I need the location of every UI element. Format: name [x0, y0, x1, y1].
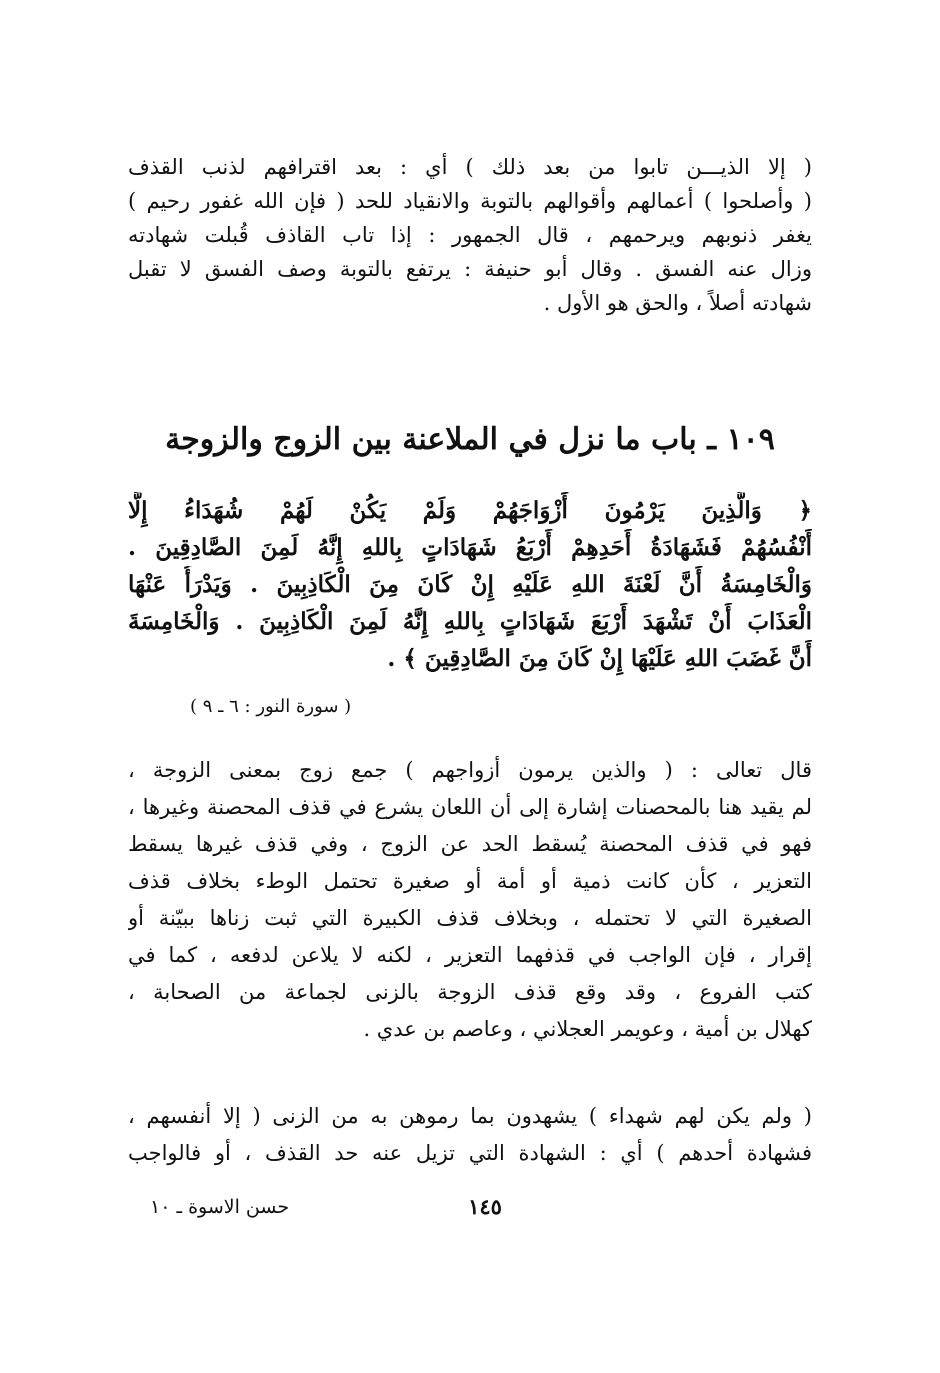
text-line: ( وأصلحوا ) أعمالهم وأقوالهم بالتوبة والانقياد للحد ( فإن الله غفور رحيم ) [128, 189, 812, 213]
verse-line: وَالْخَامِسَةُ أَنَّ لَعْنَةَ اللهِ عَلَيْهِ إِنْ كَانَ مِنَ الْكَاذِبِينَ . وَيَدْرَأُ عَنْهَا [128, 571, 812, 598]
text-line: إقرار ، فإن الواجب في قذفهما التعزير ، لكنه لا يلاعن لدفعه ، كما في [128, 943, 812, 967]
page-number: ١٤٥ [468, 1194, 502, 1219]
text-line: شهادته أصلاً ، والحق هو الأول . [543, 291, 812, 315]
text-line: لم يقيد هنا بالمحصنات إشارة إلى أن اللعان يشرع في قذف المحصنة وغيرها ، [128, 795, 812, 819]
intro-paragraph [128, 150, 812, 320]
commentary-paragraph-2 [128, 1098, 812, 1172]
text-line: كهلال بن أمية ، وعويمر العجلاني ، وعاصم بن عدي . [363, 1017, 812, 1041]
verse-line: أَنَّ غَضَبَ اللهِ عَلَيْهَا إِنْ كَانَ مِنَ الصَّادِقِينَ ﴾ . [387, 645, 812, 672]
text-line: فشهادة أحدهم ) أي : الشهادة التي تزيل عنه حد القذف ، أو فالواجب [128, 1141, 812, 1165]
text-line: قال تعالى : ( والذين يرمون أزواجهم ) جمع زوج بمعنى الزوجة ، [128, 758, 812, 782]
text-line: وزال عنه الفسق . وقال أبو حنيفة : يرتفع بالتوبة وصف الفسق لا تقبل [128, 257, 812, 281]
commentary-paragraph [128, 752, 812, 1048]
text-line: التعزير ، كأن كانت ذمية أو أمة أو صغيرة تحتمل الوطء بخلاف قذف [128, 869, 812, 893]
section-title: ١٠٩ ـ باب ما نزل في الملاعنة بين الزوج والزوجة [165, 422, 775, 457]
text-line: ( ولم يكن لهم شهداء ) يشهدون بما رموهن به من الزنى ( إلا أنفسهم ، [128, 1104, 812, 1128]
text-line: يغفر ذنوبهم ويرحمهم ، قال الجمهور : إذا تاب القاذف قُبلت شهادته [128, 223, 812, 247]
quran-verse [128, 492, 812, 677]
verse-line: ﴿ وَالَّذِينَ يَرْمُونَ أَزْوَاجَهُمْ وَلَمْ يَكُنْ لَهُمْ شُهَدَاءُ إِلَّا [128, 497, 812, 524]
book-signature: حسن الاسوة ـ ١٠ [150, 1196, 290, 1218]
text-line: فهو في قذف المحصنة يُسقط الحد عن الزوج ، وفي قذف غيرها يسقط [128, 832, 812, 856]
verse-line: أَنْفُسُهُمْ فَشَهَادَةُ أَحَدِهِمْ أَرْبَعُ شَهَادَاتٍ بِاللهِ إِنَّهُ لَمِنَ الصَّادِقِينَ . [128, 534, 812, 561]
text-line: ( إلا الذيـــن تابوا من بعد ذلك ) أي : بعد اقترافهم لذنب القذف [128, 155, 812, 179]
verse-reference: ( سورة النور : ٦ ـ ٩ ) [190, 696, 352, 717]
text-line: الصغيرة التي لا تحتمله ، وبخلاف قذف الكبيرة التي ثبت زناها ببيّنة أو [128, 906, 812, 930]
verse-line: الْعَذَابَ أَنْ تَشْهَدَ أَرْبَعَ شَهَادَاتٍ بِاللهِ إِنَّهُ لَمِنَ الْكَاذِبِينَ . وَالْخَامِسَةَ [128, 608, 812, 635]
text-line: كتب الفروع ، وقد وقع قذف الزوجة بالزنى لجماعة من الصحابة ، [128, 980, 812, 1004]
